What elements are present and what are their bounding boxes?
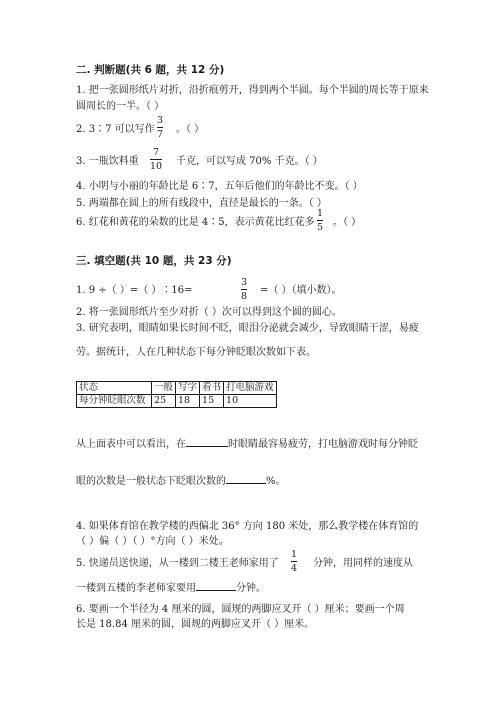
judge-q5: 5. 两端都在圆上的所有线段中，直径是最长的一条。（ ） (76, 198, 327, 209)
table-header-cell: 状态 (77, 382, 152, 395)
fraction-denominator: 7 (157, 129, 164, 140)
fill-q5-text: 5. 快递员送快递，从一楼到二楼王老师家用了 (76, 558, 279, 569)
table-row-label: 每分钟眨眼次数 (77, 395, 152, 408)
judge-q2-fraction (157, 115, 163, 140)
judge-q2-text: 2. 3∶7 可以写作 (76, 124, 155, 135)
fraction-bar (241, 289, 247, 290)
fraction-numerator: 1 (291, 549, 298, 560)
fill-q3-answer-line1 (76, 436, 418, 451)
table-header-row (77, 382, 277, 395)
fill-q1-text: 1. 9 ÷（ ）=（ ）∶16= (76, 285, 193, 296)
fraction-numerator: 3 (157, 115, 164, 126)
fill-q4-line2: （ ）偏（ ）（ ）°方向（ ）米处。 (76, 536, 229, 547)
judge-q3-fraction (150, 147, 162, 172)
judge-q1-line2: 圆周长的一半。（ ） (76, 101, 165, 112)
fill-q3-answer-line2 (76, 473, 286, 488)
answer-blank[interactable] (226, 473, 266, 484)
fraction-bar (317, 220, 323, 221)
fraction-denominator: 10 (150, 161, 163, 172)
table-header-cell: 看书 (200, 382, 224, 395)
judge-q3-text: 3. 一瓶饮料重 (76, 156, 139, 167)
table-header-cell: 写字 (176, 382, 200, 395)
fill-q6-line2: 长是 18.84 厘米的圆，圆规的两脚应叉开（ ）厘米。 (76, 619, 315, 630)
judge-q1-line1: 1. 把一张圆形纸片对折，沿折痕剪开，得到两个半圆。每个半圆的周长等于原来 (76, 85, 429, 96)
answer-blank[interactable] (196, 580, 236, 591)
table-header-cell: 一般 (152, 382, 176, 395)
fill-q5-line2-post: 分钟。 (236, 583, 266, 594)
answer-blank[interactable] (186, 436, 228, 447)
fill-q3-answer2-post: %。 (266, 476, 286, 487)
fraction-bar (150, 159, 162, 160)
fraction-numerator: 1 (317, 208, 324, 219)
fill-q6-line1: 6. 要画一个半径为 4 厘米的圆，圆规的两脚应叉开（ ）厘米；要画一个周 (76, 604, 405, 615)
table-cell: 15 (200, 395, 224, 408)
fill-q3-answer1-pre: 从上面表中可以看出，在 (76, 439, 186, 450)
fraction-denominator: 8 (241, 291, 248, 302)
table-header-cell: 打电脑游戏 (224, 382, 277, 395)
table-row (77, 395, 277, 408)
judge-q4: 4. 小明与小丽的年龄比是 6∶7，五年后他们的年龄比不变。（ ） (76, 181, 363, 192)
judge-q6-tail: 。（ ） (333, 217, 362, 228)
fraction-bar (291, 561, 297, 562)
fill-q5-line2 (76, 580, 266, 595)
judge-q6-fraction (317, 208, 323, 233)
fill-q2: 2. 将一张圆形纸片至少对折（ ）次可以得到这个圆的圆心。 (76, 307, 342, 318)
fraction-bar (157, 127, 163, 128)
fill-q1-tail: =（ ）（填小数）。 (260, 285, 342, 296)
fraction-denominator: 5 (317, 222, 324, 233)
section-heading-fill-in: 三. 填空题(共 10 题，共 23 分) (76, 255, 232, 267)
fill-q1-fraction (241, 277, 247, 302)
fill-q3-answer2-pre: 眼的次数是一般状态下眨眼次数的 (76, 476, 226, 487)
fraction-numerator: 7 (153, 147, 160, 158)
fraction-numerator: 3 (241, 277, 248, 288)
judge-q2-tail: 。（ ） (176, 124, 205, 135)
fill-q3-line1: 3. 研究表明，眼睛如果长时间不眨，眼泪分泌就会减少，导致眼睛干涩，易疲 (76, 323, 419, 334)
fill-q5-line2-pre: 一楼到五楼的李老师家要用 (76, 583, 196, 594)
table-cell: 10 (224, 395, 277, 408)
judge-q6-text: 6. 红花和黄花的朵数的比是 4∶5，表示黄花比红花多 (76, 217, 315, 228)
fill-q3-line2: 劳。据统计，人在几种状态下每分钟眨眼次数如下表。 (76, 347, 316, 358)
fill-q4-line1: 4. 如果体育馆在教学楼的西偏北 36° 方向 180 米处，那么教学楼在体育馆的 (76, 521, 419, 532)
fill-q5-tail: 分钟，用同样的速度从 (313, 558, 413, 569)
fill-q5-fraction (291, 549, 297, 574)
table-cell: 18 (176, 395, 200, 408)
judge-q3-tail: 千克，可以写成 70% 千克。（ ） (176, 156, 323, 167)
fill-q3-answer1-post: 时眼睛最容易疲劳，打电脑游戏时每分钟眨 (228, 439, 418, 450)
table-cell: 25 (152, 395, 176, 408)
section-heading-judgement: 二. 判断题(共 6 题，共 12 分) (76, 64, 225, 76)
fraction-denominator: 4 (291, 563, 298, 574)
blink-rate-table (76, 381, 277, 408)
